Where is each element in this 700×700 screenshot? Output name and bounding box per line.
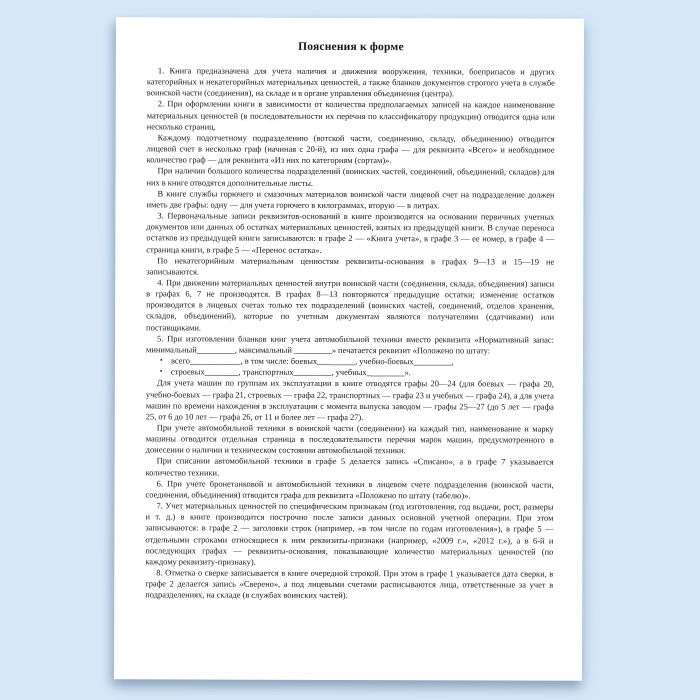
paragraph-9: 5. При изготовлении бланков книг учета автомобильной техники вместо реквизита «Нормативный запас: минимальный_________, максимальный _________» печатается реквизит «Положено по штату:	[145, 333, 555, 356]
paragraph-15: 8. Отметка о сверке записывается в книге очередной строкой. При этом в графе 1 указывается дата сверки, в графе 2 делается запись «Сверено», а под лицевыми счетами расписываются лица, ответственные за учет в подразделениях, на складе (в службах воинских частей).	[145, 567, 554, 601]
bullet-item-1-text: всего____________, в том числе: боевых_________, учебно-боевых_________,	[170, 355, 454, 367]
paragraph-1: 1. Книга предназначена для учета наличия и движения вооружения, техники, боеприпасов и других категорийных и некатегорийных материальных ценностей, а также бланков документов строгого учета в службе воинской части (соединения), на складе и в органе управления объединения (центра).	[146, 65, 555, 99]
paragraph-12: При списании автомобильной техники в графе 5 делается запись «Списано», а в графе 7 указывается количество техники.	[145, 455, 554, 478]
bullet-dot-icon: •	[159, 366, 163, 376]
paragraph-13: 6. При учете бронетанковой и автомобильной техники в лицевом счете подразделения (воинской части, соединения, объединения) отводится графа для реквизита «Положено по штату (табелю)».	[145, 478, 554, 501]
document-page	[114, 17, 584, 680]
bullet-item-2	[146, 367, 554, 379]
paragraph-4: При наличии большого количества подразделений (воинских частей, соединений, объединений, складов) для них в книге отводятся дополнительные листы.	[146, 165, 555, 188]
bullet-item-2-text: строевых________, транспортных_________, учебных_________».	[170, 366, 411, 378]
paragraph-6: 3. Первоначальные записи реквизитов-оснований в книге производятся на основании первичных учетных документов или данных об остатках материальных ценностей, взятых из предыдущей книги. В случае переноса остатков из предыдущей книги записываются: в графе 2 — «Книга учета», в графе 3 — ее номер, в графе 4 — страница книги, в графе 5 — «Перенос остатка».	[146, 210, 555, 255]
page-title: Пояснения к форме	[298, 40, 404, 54]
paragraph-11: При учете автомобильной техники в воинской части (соединении) на каждый тип, наименование и марку машины отводится отдельная страница в последовательности перечня марок машин, предусмотренного в донесении о наличии и техническом состоянии автомобильной техники.	[145, 422, 554, 456]
paragraph-10: Для учета машин по группам их эксплуатации в книге отводятся графы 20—24 (для боевых — графа 20, учебно-боевых — графа 21, строевых — графа 22, транспортных — графа 23 и учебных — графа 24), а для учета машин по времени нахождения в эксплуатации с момента выпуска заводом — графы 25—27 (до 5 лет — графа 25, от 6 до 10 лет — графа 26, от 11 и более лет — графа 27).	[145, 377, 554, 422]
paragraph-5: В книге службы горючего и смазочных материалов воинской части лицевой счет на подразделение должен иметь две графы: одну — для учета горючего в килограммах, вторую — в литрах.	[146, 188, 555, 211]
paragraph-3: Каждому подотчетному подразделению (вотской части, соединению, складу, объединению) отводится лицевой счет в несколько граф (начиная с 20-й), из них одна графа — для реквизита «Всего» и необходимое количество граф — для реквизита «Из них по категориям (сортам)».	[146, 132, 555, 166]
paragraph-8: 4. При движении материальных ценностей внутри воинской части (соединения, склада, объединения) записи в графах 6, 7 не производятся. В графах 8—13 повторяются предыдущие остатки; изменение остатков производится в лицевых счетах только тех подразделений (воинских частей, соединений, отделов хранения, складов, объединений), которые по учетным документам являются получателями (сдатчиками) или поставщиками.	[146, 277, 555, 333]
bullet-dot-icon: •	[159, 355, 163, 365]
paragraph-2: 2. При оформлении книги в зависимости от количества предполагаемых записей на каждое наименование материальных ценностей (в последовательности их перечня по классификатору продукции) отводится одна или несколько страниц.	[146, 98, 555, 132]
paragraph-14: 7. Учет материальных ценностей по специфическим признакам (год изготовления, год выдачи, рост, размеры и т. д.) в книге производится построчно после записи данных основной учетной операции. При этом записываются: в графе 2 — заголовки строк (например, «в том числе по годам изготовления»), в графе 5 — отдельными строками относящиеся к ним реквизиты-признаки (например, «2009 г.», «2012 г.»), а в 6-й и последующих графах — реквизиты-основания, показывающие количество материальных ценностей (по каждому реквизиту-признаку).	[145, 500, 554, 567]
paragraph-7: По некатегорийным материальным ценностям реквизиты-основания в графах 9—13 и 15—19 не записываются.	[146, 255, 555, 277]
